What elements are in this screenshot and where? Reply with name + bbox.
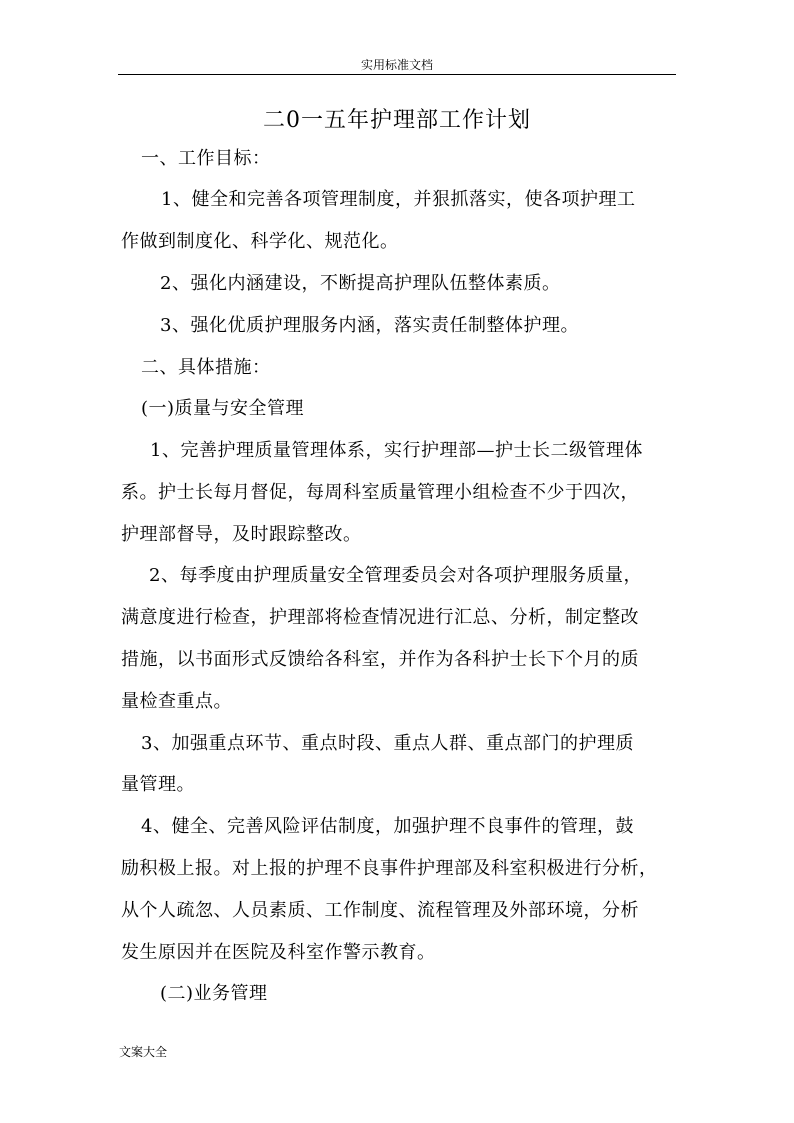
paragraph-line: 2、每季度由护理质量安全管理委员会对各项护理服务质量， [149, 565, 642, 586]
paragraph-line: 2、强化内涵建设，不断提高护理队伍整体素质。 [160, 273, 561, 294]
paragraph-line: 3、强化优质护理服务内涵，落实责任制整体护理。 [160, 315, 579, 336]
section-heading-measures: 二、具体措施： [141, 357, 271, 378]
paragraph-line: 3、加强重点环节、重点时段、重点人群、重点部门的护理质 [141, 733, 634, 754]
paragraph-line: 1、完善护理质量管理体系，实行护理部—护士长二级管理体 [150, 440, 643, 461]
paragraph-line: 发生原因并在医院及科室作警示教育。 [121, 942, 436, 963]
paragraph-line: 4、健全、完善风险评估制度，加强护理不良事件的管理，鼓 [141, 816, 634, 837]
page-footer: 文案大全 [119, 1045, 168, 1059]
paragraph-line: 满意度进行检查，护理部将检查情况进行汇总、分析，制定整改 [121, 607, 639, 628]
page-header: 实用标准文档 [360, 58, 433, 72]
paragraph-line: 励积极上报。对上报的护理不良事件护理部及科室积极进行分析， [121, 858, 658, 879]
paragraph-line: 量管理。 [121, 774, 195, 795]
paragraph-line: 作做到制度化、科学化、规范化。 [121, 231, 399, 252]
paragraph-line: 护理部督导，及时跟踪整改。 [121, 524, 362, 545]
paragraph-line: 1、健全和完善各项管理制度，并狠抓落实，使各项护理工 [161, 189, 636, 210]
section-heading-goals: 一、工作目标： [141, 148, 271, 169]
subsection-heading-business: (二)业务管理 [160, 983, 268, 1004]
subsection-heading-quality: (一)质量与安全管理 [141, 398, 305, 419]
paragraph-line: 量检查重点。 [121, 691, 232, 712]
header-divider [118, 74, 676, 75]
paragraph-line: 系。护士长每月督促，每周科室质量管理小组检查不少于四次， [121, 482, 639, 503]
paragraph-line: 从个人疏忽、人员素质、工作制度、流程管理及外部环境，分析 [121, 900, 639, 921]
paragraph-line: 措施，以书面形式反馈给各科室，并作为各科护士长下个月的质 [121, 649, 639, 670]
document-title: 二0一五年护理部工作计划 [263, 108, 531, 133]
